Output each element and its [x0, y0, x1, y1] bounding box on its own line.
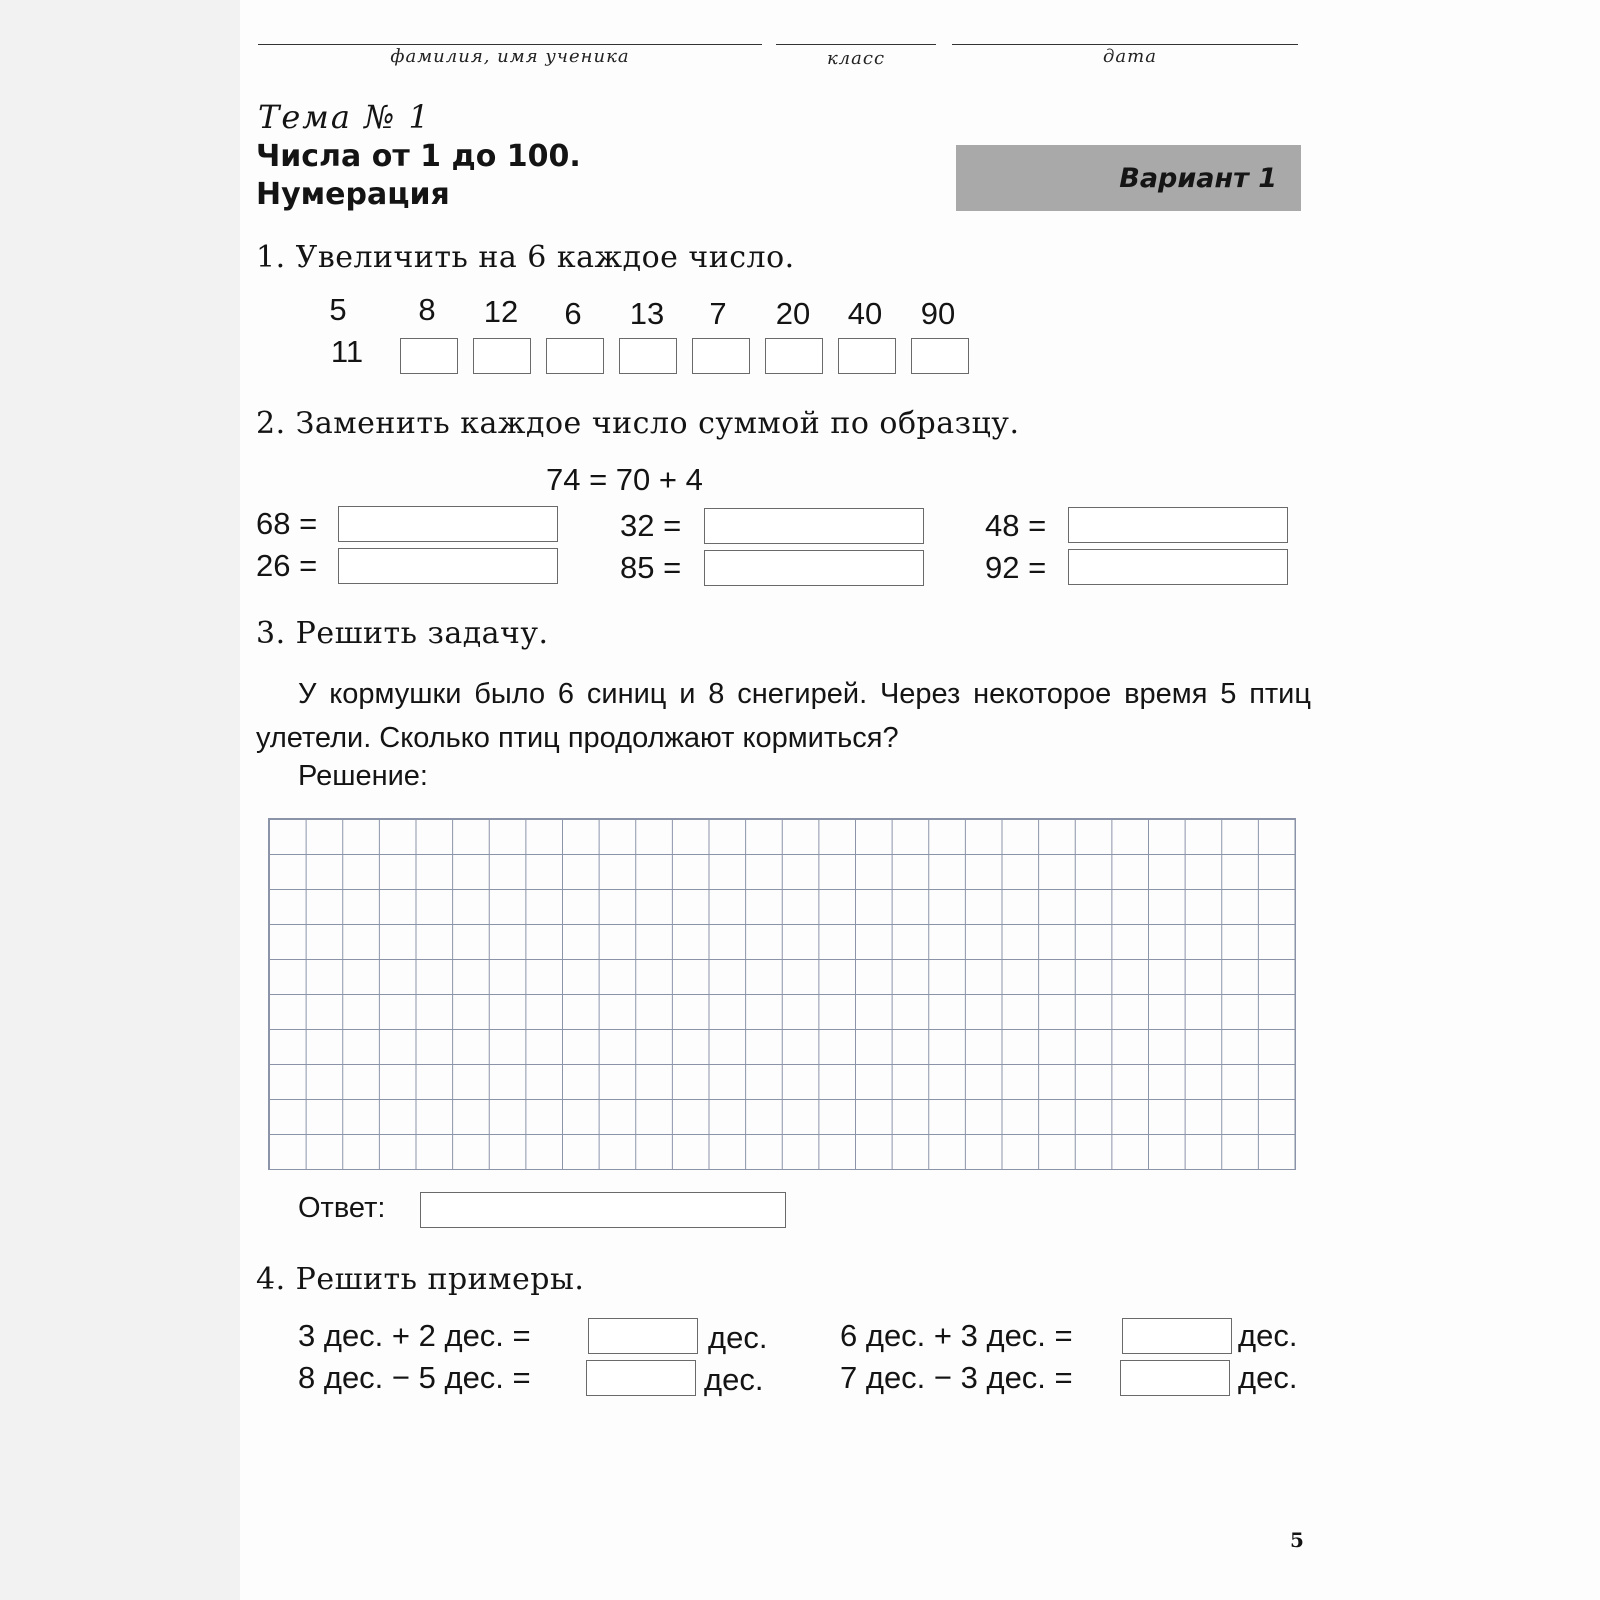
- class-line: [776, 44, 936, 45]
- task1-number: 12: [483, 294, 519, 329]
- task4-unit: дес.: [708, 1320, 768, 1355]
- task1-answer-box[interactable]: [619, 338, 677, 374]
- task2-sample: 74 = 70 + 4: [546, 462, 703, 497]
- task1-answer-box[interactable]: [911, 338, 969, 374]
- date-caption: дата: [1103, 46, 1157, 67]
- topic-title-line1: Числа от 1 до 100.: [256, 139, 581, 174]
- task2-item-label: 32 =: [620, 508, 682, 543]
- topic-label: Тема № 1: [258, 98, 431, 136]
- task2-item-label: 85 =: [620, 550, 682, 585]
- task2-answer-box[interactable]: [338, 548, 558, 584]
- task4-unit: дес.: [1238, 1318, 1298, 1353]
- task2-item-label: 48 =: [985, 508, 1047, 543]
- task1-number: 13: [629, 296, 665, 331]
- task1-answer-box[interactable]: [765, 338, 823, 374]
- task4-answer-box[interactable]: [1122, 1318, 1232, 1354]
- task1-answer-box[interactable]: [692, 338, 750, 374]
- solution-grid[interactable]: [268, 818, 1296, 1170]
- task1-heading: 1. Увеличить на 6 каждое число.: [256, 240, 795, 275]
- task1-answer-box[interactable]: [546, 338, 604, 374]
- task1-number: 20: [775, 296, 811, 331]
- task1-answer-box[interactable]: [838, 338, 896, 374]
- name-caption: фамилия, имя ученика: [390, 46, 630, 67]
- task4-answer-box[interactable]: [588, 1318, 698, 1354]
- page-number: 5: [1290, 1528, 1304, 1552]
- topic-title-line2: Нумерация: [256, 177, 450, 212]
- class-caption: класс: [826, 48, 886, 69]
- task3-heading: 3. Решить задачу.: [256, 616, 549, 651]
- task4-unit: дес.: [1238, 1360, 1298, 1395]
- task1-answer-box[interactable]: [400, 338, 458, 374]
- answer-input[interactable]: [420, 1192, 786, 1228]
- task1-answer-box[interactable]: [473, 338, 531, 374]
- topic-title: [256, 138, 776, 214]
- task2-answer-box[interactable]: [1068, 549, 1288, 585]
- date-line: [952, 44, 1298, 45]
- task4-answer-box[interactable]: [586, 1360, 696, 1396]
- answer-label: Ответ:: [298, 1192, 386, 1224]
- task1-number: 90: [920, 296, 956, 331]
- task4-answer-box[interactable]: [1120, 1360, 1230, 1396]
- task1-number: 40: [847, 296, 883, 331]
- task4-example-left: 7 дес. − 3 дес. =: [840, 1360, 1073, 1395]
- task2-answer-box[interactable]: [338, 506, 558, 542]
- task4-example-left: 6 дес. + 3 дес. =: [840, 1318, 1073, 1353]
- name-line: [258, 44, 762, 45]
- task1-number: 7: [709, 296, 727, 331]
- task2-item-label: 68 =: [256, 506, 318, 541]
- task2-item-label: 92 =: [985, 550, 1047, 585]
- task1-number: 5: [329, 292, 347, 327]
- variant-badge: Вариант 1: [956, 145, 1301, 211]
- task4-example-left: 3 дес. + 2 дес. =: [298, 1318, 531, 1353]
- solution-label: Решение:: [298, 760, 428, 792]
- task2-answer-box[interactable]: [1068, 507, 1288, 543]
- task1-example-answer: 11: [330, 334, 364, 369]
- task4-unit: дес.: [704, 1362, 764, 1397]
- task2-answer-box[interactable]: [704, 550, 924, 586]
- task2-answer-box[interactable]: [704, 508, 924, 544]
- task3-problem-text: У кормушки было 6 синиц и 8 снегирей. Через некоторое время 5 птиц улетели. Сколько птиц продолжают кормиться?: [256, 678, 1311, 754]
- task1-number: 8: [418, 292, 436, 327]
- task1-number: 6: [564, 296, 582, 331]
- task2-heading: 2. Заменить каждое число суммой по образцу.: [256, 406, 1020, 441]
- task4-example-left: 8 дес. − 5 дес. =: [298, 1360, 531, 1395]
- task4-heading: 4. Решить примеры.: [256, 1262, 585, 1297]
- task2-item-label: 26 =: [256, 548, 318, 583]
